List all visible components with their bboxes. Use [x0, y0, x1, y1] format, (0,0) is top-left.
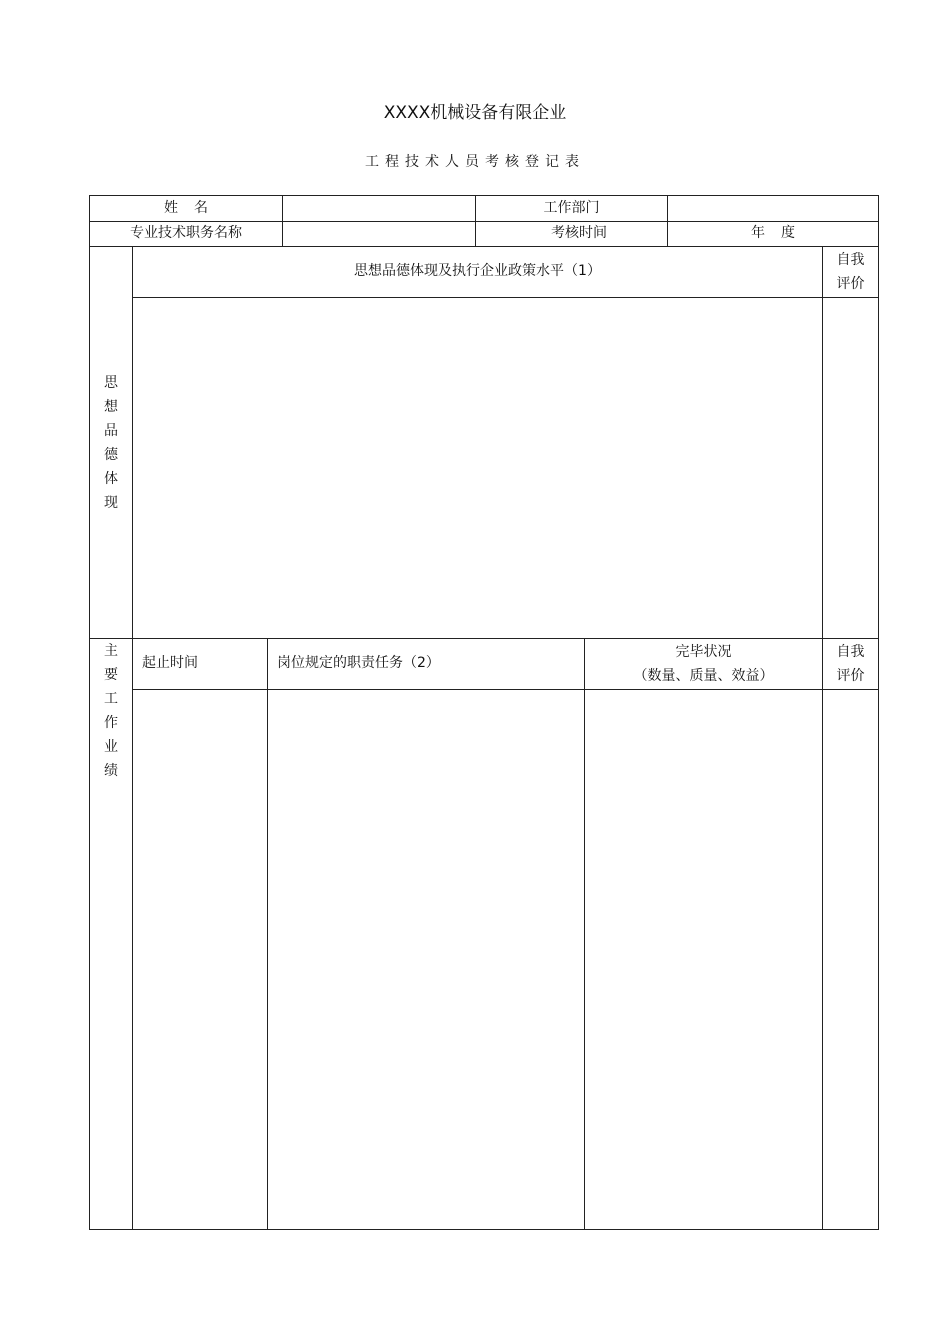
self-evaluation-field-2[interactable] — [823, 690, 878, 1229]
self-evaluation-header-1: 自我 评价 — [836, 252, 865, 292]
time-period-field[interactable] — [133, 690, 267, 1229]
professional-title-label: 专业技术职务名称 — [130, 225, 242, 242]
department-label: 工作部门 — [543, 199, 600, 216]
duty-tasks-field[interactable] — [268, 690, 584, 1229]
assessment-time-label: 考核时间 — [551, 225, 607, 242]
name-label: 姓名 — [164, 199, 224, 216]
name-field[interactable] — [283, 196, 475, 221]
department-field[interactable] — [668, 196, 878, 221]
completion-status-header: 完毕状况 （数量、质量、效益） — [633, 644, 774, 684]
company-title: XXXX机械设备有限企业 — [383, 103, 567, 123]
time-period-header: 起止时间 — [142, 655, 198, 672]
work-performance-side-label: 主 要 工 作 业 绩 — [104, 643, 118, 779]
moral-conduct-heading: 思想品德体现及执行企业政策水平（1） — [354, 263, 601, 280]
completion-status-field[interactable] — [585, 690, 822, 1229]
moral-conduct-side-label: 思 想 品 德 体 现 — [104, 374, 118, 511]
duty-tasks-header: 岗位规定的职责任务（2） — [277, 655, 440, 672]
year-label: 年度 — [751, 225, 811, 242]
self-evaluation-header-2: 自我 评价 — [836, 644, 865, 684]
moral-conduct-content-field[interactable] — [133, 298, 822, 638]
professional-title-field[interactable] — [283, 222, 475, 246]
assessment-year-field[interactable] — [668, 222, 878, 246]
self-evaluation-field-1[interactable] — [823, 298, 878, 638]
form-title: 工程技术人员考核登记表 — [365, 154, 585, 170]
